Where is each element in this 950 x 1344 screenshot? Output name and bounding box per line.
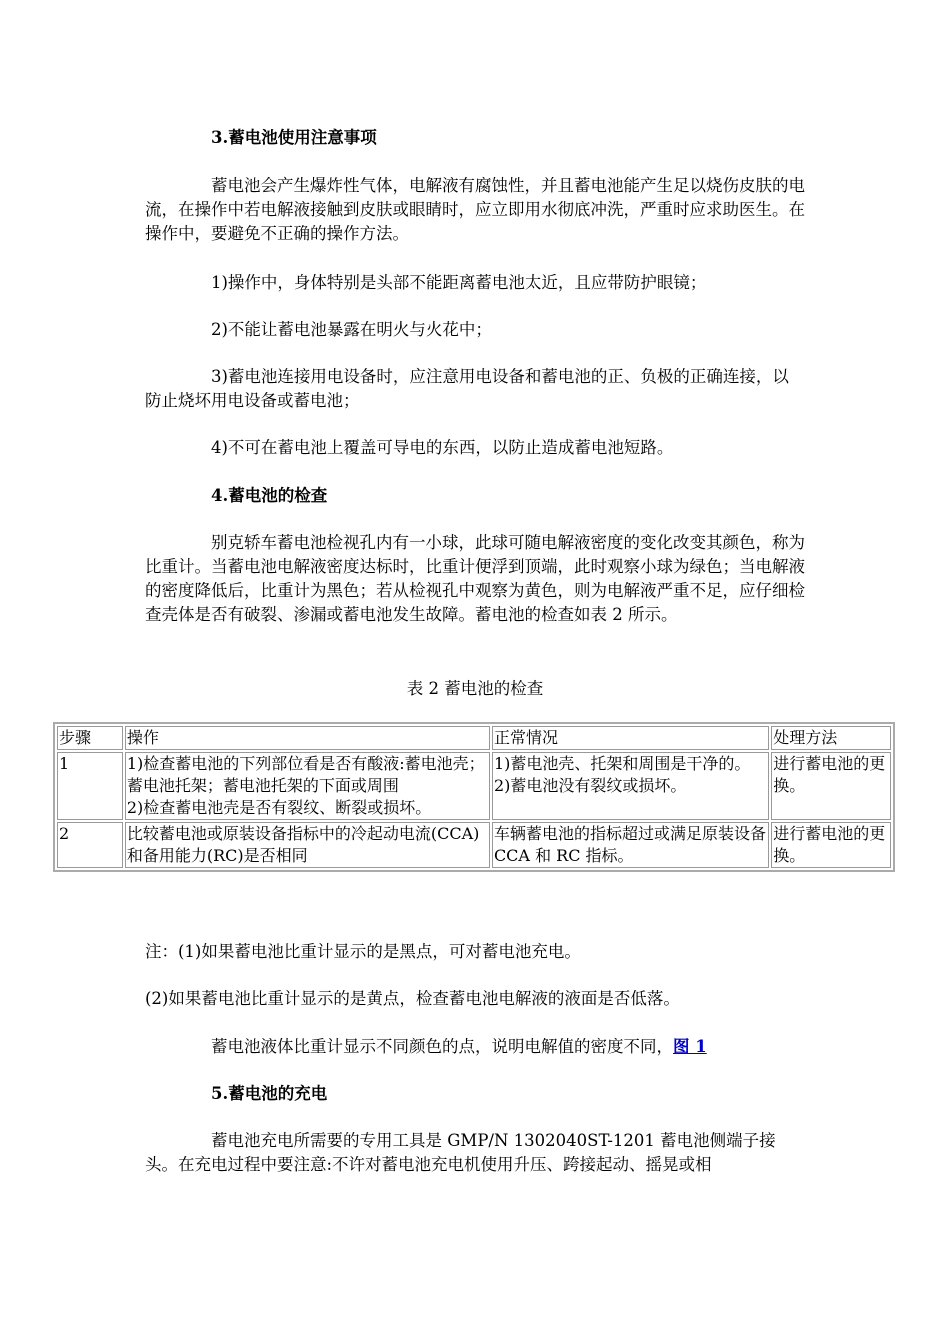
header-normal: 正常情况 bbox=[492, 726, 769, 750]
precaution-item-4: 4)不可在蓄电池上覆盖可导电的东西，以防止造成蓄电池短路。 bbox=[211, 438, 674, 457]
precaution-item-2: 2)不能让蓄电池暴露在明火与火花中； bbox=[211, 320, 492, 339]
header-action: 处理方法 bbox=[771, 726, 891, 750]
color-explanation bbox=[145, 1035, 805, 1059]
cell-operation bbox=[125, 752, 490, 820]
section-3-intro: 蓄电池会产生爆炸性气体，电解液有腐蚀性，并且蓄电池能产生足以烧伤皮肤的电流，在操作中若电解液接触到皮肤或眼睛时，应立即用水彻底冲洗，严重时应求助医生。在操作中，要避免不正确的操作方法。 bbox=[145, 176, 805, 243]
table-row bbox=[57, 752, 891, 820]
precaution-item-1: 1)操作中，身体特别是头部不能距离蓄电池太近，且应带防护眼镜； bbox=[211, 273, 707, 292]
operation-line: 1)检查蓄电池的下列部位看是否有酸液:蓄电池壳；蓄电池托架；蓄电池托架的下面或周围 bbox=[126, 754, 485, 795]
cell-action: 进行蓄电池的更换。 bbox=[771, 752, 891, 820]
section-5-heading: 5.蓄电池的充电 bbox=[211, 1084, 328, 1103]
cell-action: 进行蓄电池的更换。 bbox=[771, 822, 891, 868]
table-caption: 表 2 蓄电池的检查 bbox=[406, 679, 544, 698]
figure-1-link[interactable]: 图 1 bbox=[673, 1037, 707, 1056]
precaution-item-3: 3)蓄电池连接用电设备时，应注意用电设备和蓄电池的正、负极的正确连接，以防止烧坏用电设备或蓄电池； bbox=[145, 367, 789, 410]
table-header-row bbox=[57, 726, 891, 750]
cell-step: 1 bbox=[57, 752, 123, 820]
cell-step: 2 bbox=[57, 822, 123, 868]
color-explanation-text: 蓄电池液体比重计显示不同颜色的点，说明电解值的密度不同， bbox=[211, 1037, 673, 1056]
section-4-intro: 别克轿车蓄电池检视孔内有一小球，此球可随电解液密度的变化改变其颜色，称为比重计。当蓄电池电解液密度达标时，比重计便浮到顶端，此时观察小球为绿色；当电解液的密度降低后，比重计为黑色；若从检视孔中观察为黄色，则为电解液严重不足，应仔细检查壳体是否有破裂、渗漏或蓄电池发生故障。蓄电池的检查如表 2 所示。 bbox=[145, 533, 805, 624]
table-row bbox=[57, 822, 891, 868]
note-2: (2)如果蓄电池比重计显示的是黄点，检查蓄电池电解液的液面是否低落。 bbox=[145, 989, 680, 1008]
cell-normal: 车辆蓄电池的指标超过或满足原装设备 CCA 和 RC 指标。 bbox=[492, 822, 769, 868]
normal-line: 1)蓄电池壳、托架和周围是干净的。 bbox=[493, 754, 751, 773]
inspection-table bbox=[53, 722, 895, 872]
operation-line: 2)检查蓄电池壳是否有裂纹、断裂或损坏。 bbox=[126, 798, 432, 817]
normal-line: 2)蓄电池没有裂纹或损坏。 bbox=[493, 776, 687, 795]
header-operation: 操作 bbox=[125, 726, 490, 750]
cell-normal bbox=[492, 752, 769, 820]
section-4-heading: 4.蓄电池的检查 bbox=[211, 486, 328, 505]
section-5-intro: 蓄电池充电所需要的专用工具是 GMP/N 1302040ST-1201 蓄电池侧端子接头。在充电过程中要注意:不许对蓄电池充电机使用升压、跨接起动、摇晃或相 bbox=[145, 1131, 776, 1174]
header-step: 步骤 bbox=[57, 726, 123, 750]
section-3-heading: 3.蓄电池使用注意事项 bbox=[211, 128, 377, 147]
cell-operation: 比较蓄电池或原装设备指标中的冷起动电流(CCA)和备用能力(RC)是否相同 bbox=[125, 822, 490, 868]
note-1: 注：(1)如果蓄电池比重计显示的是黑点，可对蓄电池充电。 bbox=[145, 942, 581, 961]
